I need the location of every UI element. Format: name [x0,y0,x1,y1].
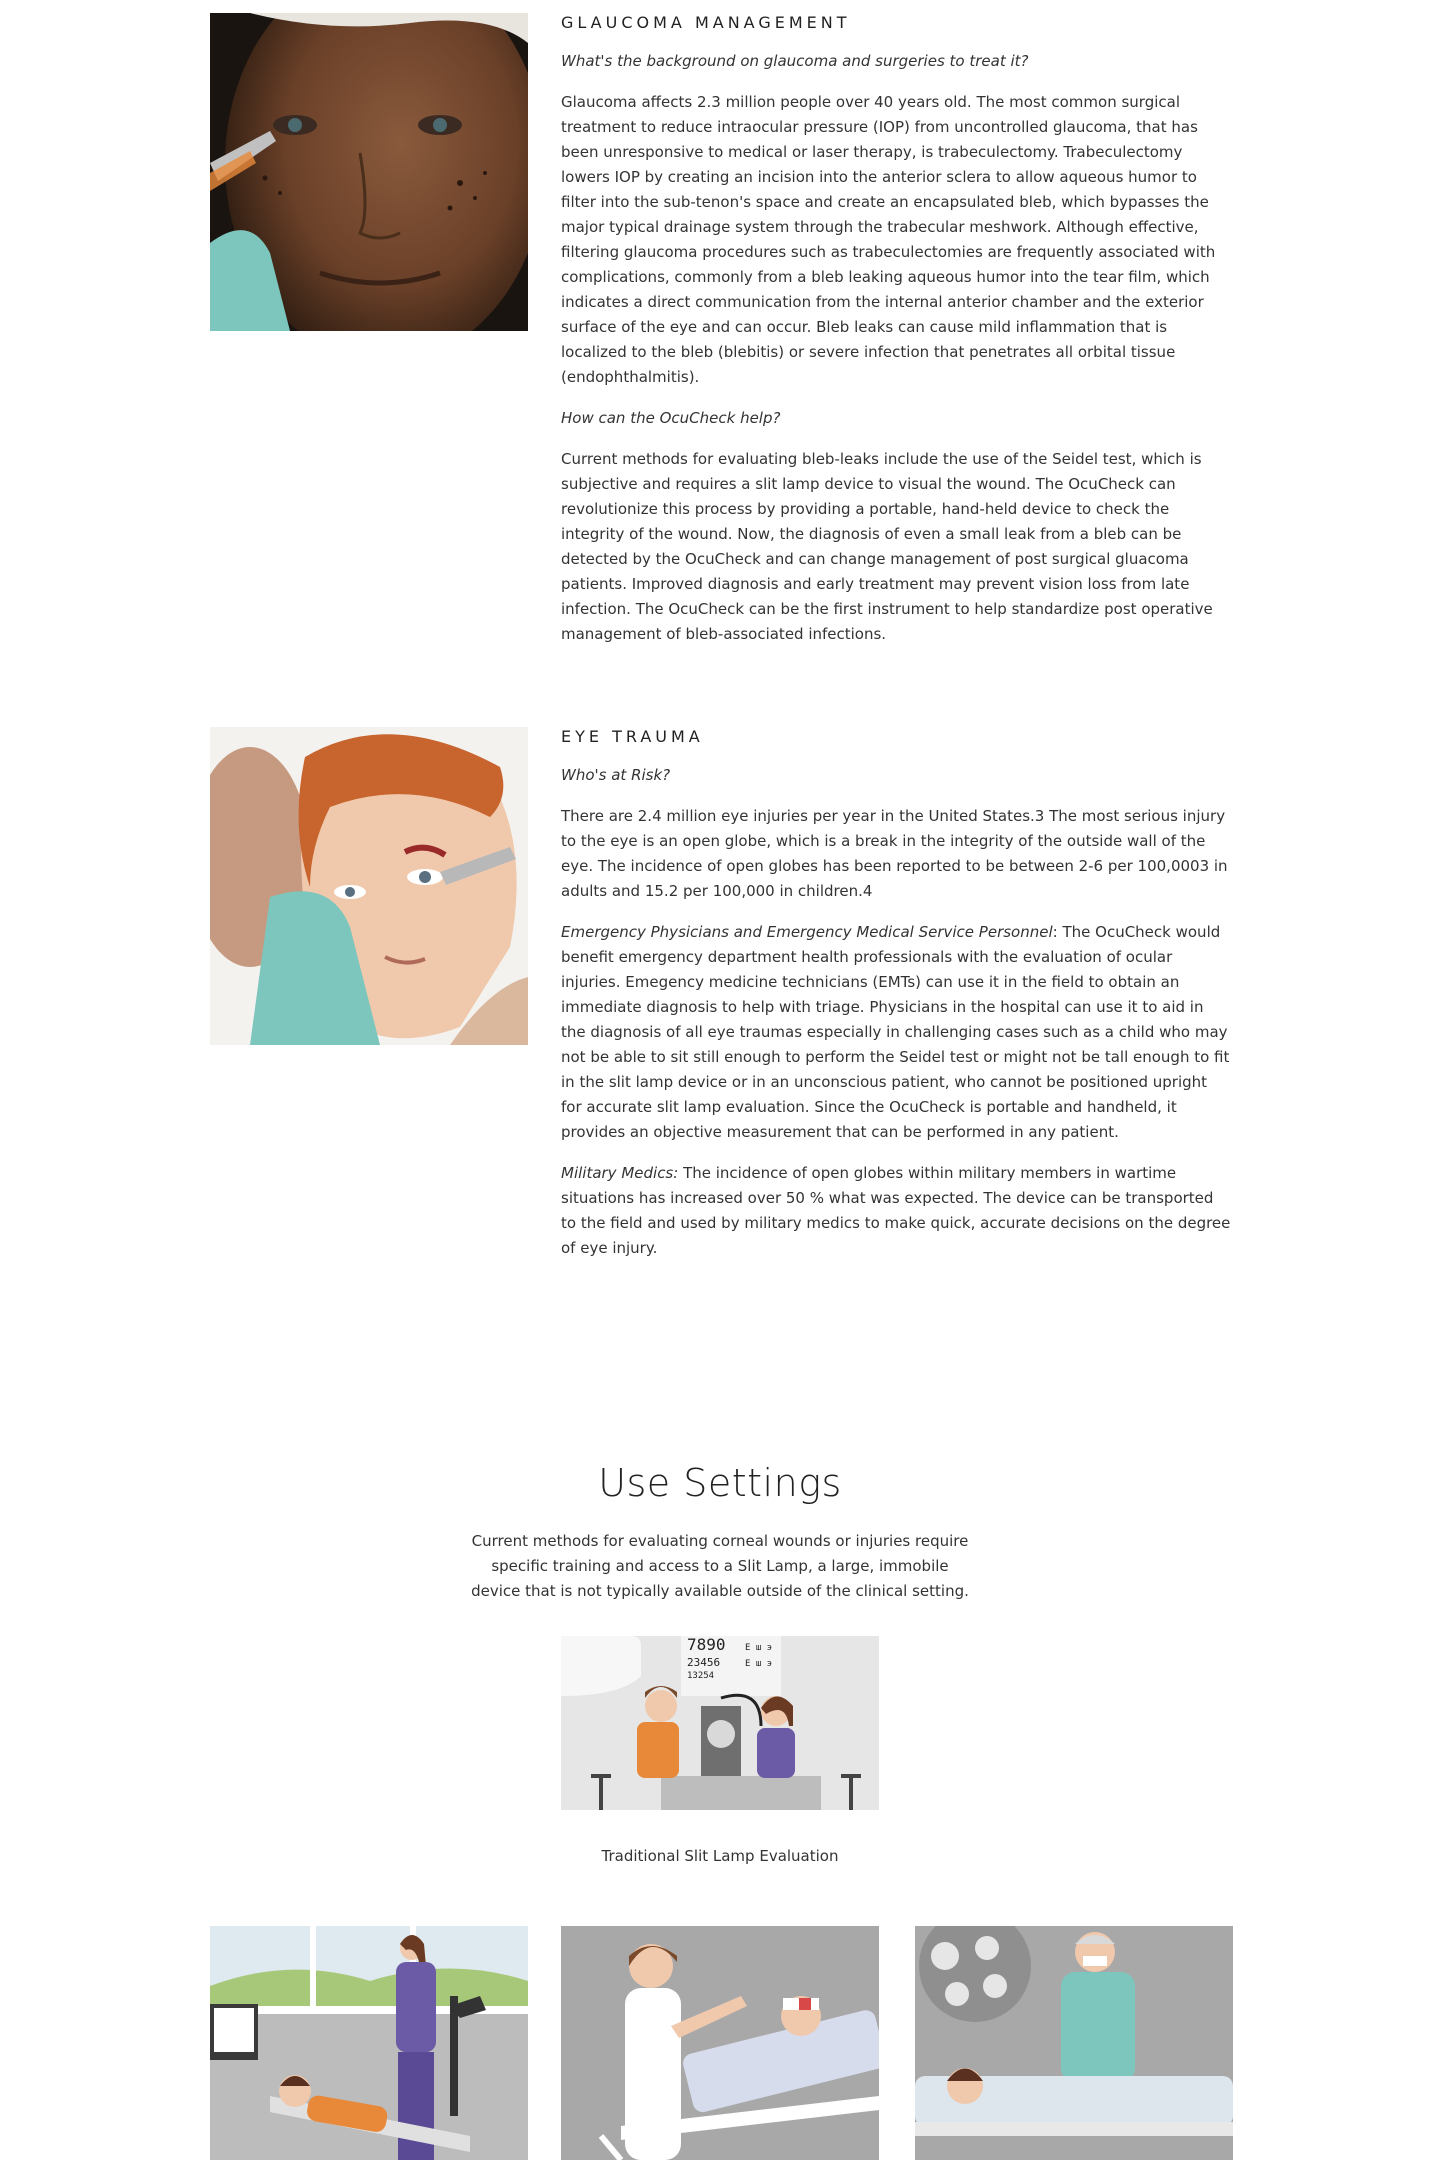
emergency-physicians-body: : The OcuCheck would benefit emergency department health professionals with the evaluation of ocular injuries. Emegency medicine technicians (EMTs) can use it in the field to obtain an immediate diagnosis to help with triage. Physicians in the hospital can use it to aid in the diagnosis of all eye traumas especially in challenging cases such as a child who may not be able to sit still enough to perform the Seidel test or might not be tall enough to fit in the slit lamp device or in an unconscious patient, who cannot be positioned upright for accurate slit lamp evaluation. Since the OcuCheck is portable and handheld, it provides an objective measurement that can be performed in any patient. [561,923,1230,1141]
use-settings-title: Use Settings [598,1461,842,1505]
eye-trauma-question-risk: Who's at Risk? [561,766,671,784]
use-settings-intro: Current methods for evaluating corneal wounds or injuries require specific training and access to a Slit Lamp, a large, immobile device that is not typically available outside of the clinical setting. [471,1532,969,1600]
military-medics-lead: Military Medics: [561,1164,679,1182]
svg-text:E ш э: E ш э [745,1643,773,1653]
hospital-bed-illustration [561,1926,879,2160]
eye-chart-row-3: 13254 [687,1671,715,1681]
glaucoma-question-help: How can the OcuCheck help? [561,409,781,427]
eye-trauma-patient-photo [210,727,528,1045]
glaucoma-patient-photo [210,13,528,331]
eye-trauma-statistics-paragraph: There are 2.4 million eye injuries per year in the United States.3 The most serious injury to the eye is an open globe, which is a break in the integrity of the outside wall of the eye. The incidence of open globes has been reported to be between 2-6 per 100,0003 in adults and 15.2 per 100,000 in children.4 [561,807,1228,900]
eye-trauma-text [561,727,1231,1277]
emergency-physicians-lead: Emergency Physicians and Emergency Medical Service Personnel [561,923,1053,941]
glaucoma-help-paragraph: Current methods for evaluating bleb-leaks include the use of the Seidel test, which is subjective and requires a slit lamp device to visual the wound. The OcuCheck can revolutionize this process by providing a portable, hand-held device to check the integrity of the wound. Now, the diagnosis of even a small leak from a bleb can be detected by the OcuCheck and can change management of post surgical gluacoma patients. Improved diagnosis and early treatment may prevent vision loss from late infection. The OcuCheck can be the first instrument to help standardize post operative management of bleb-associated infections. [561,450,1213,643]
emergency-physicians-paragraph [561,920,1231,1145]
military-medics-body: The incidence of open globes within military members in wartime situations has increased over 50 % what was expected. The device can be transported to the field and used by military medics to make quick, accurate decisions on the degree of eye injury. [561,1164,1231,1257]
slit-lamp-illustration [561,1636,879,1810]
glaucoma-text [561,13,1231,663]
military-medics-paragraph [561,1161,1231,1261]
glaucoma-question-background: What's the background on glaucoma and surgeries to treat it? [561,52,1029,70]
clinic-setting-illustration [210,1926,528,2160]
slit-lamp-caption: Traditional Slit Lamp Evaluation [601,1847,839,1865]
svg-text:E ш э: E ш э [745,1659,773,1669]
eye-chart-row-2: 23456 [687,1656,721,1669]
operating-room-illustration [915,1926,1233,2160]
eye-trauma-heading: EYE TRAUMA [561,727,704,746]
use-settings-section [0,1455,1440,1604]
eye-chart-row-1: 7890 [687,1636,726,1654]
glaucoma-background-paragraph: Glaucoma affects 2.3 million people over 40 years old. The most common surgical treatment to reduce intraocular pressure (IOP) from uncontrolled glaucoma, that has been unresponsive to medical or laser therapy, is trabeculectomy. Trabeculectomy lowers IOP by creating an incision into the anterior sclera to allow aqueous humor to filter into the sub-tenon's space and create an encapsulated bleb, which bypasses the major typical drainage system through the trabecular meshwork. Although effective, filtering glaucoma procedures such as trabeculectomies are frequently associated with complications, commonly from a bleb leaking aqueous humor into the tear film, which indicates a direct communication from the internal anterior chamber and the exterior surface of the eye and can occur. Bleb leaks can cause mild inflammation that is localized to the bleb (blebitis) or severe infection that penetrates all orbital tissue (endophthalmitis). [561,93,1216,386]
glaucoma-heading: GLAUCOMA MANAGEMENT [561,13,851,32]
